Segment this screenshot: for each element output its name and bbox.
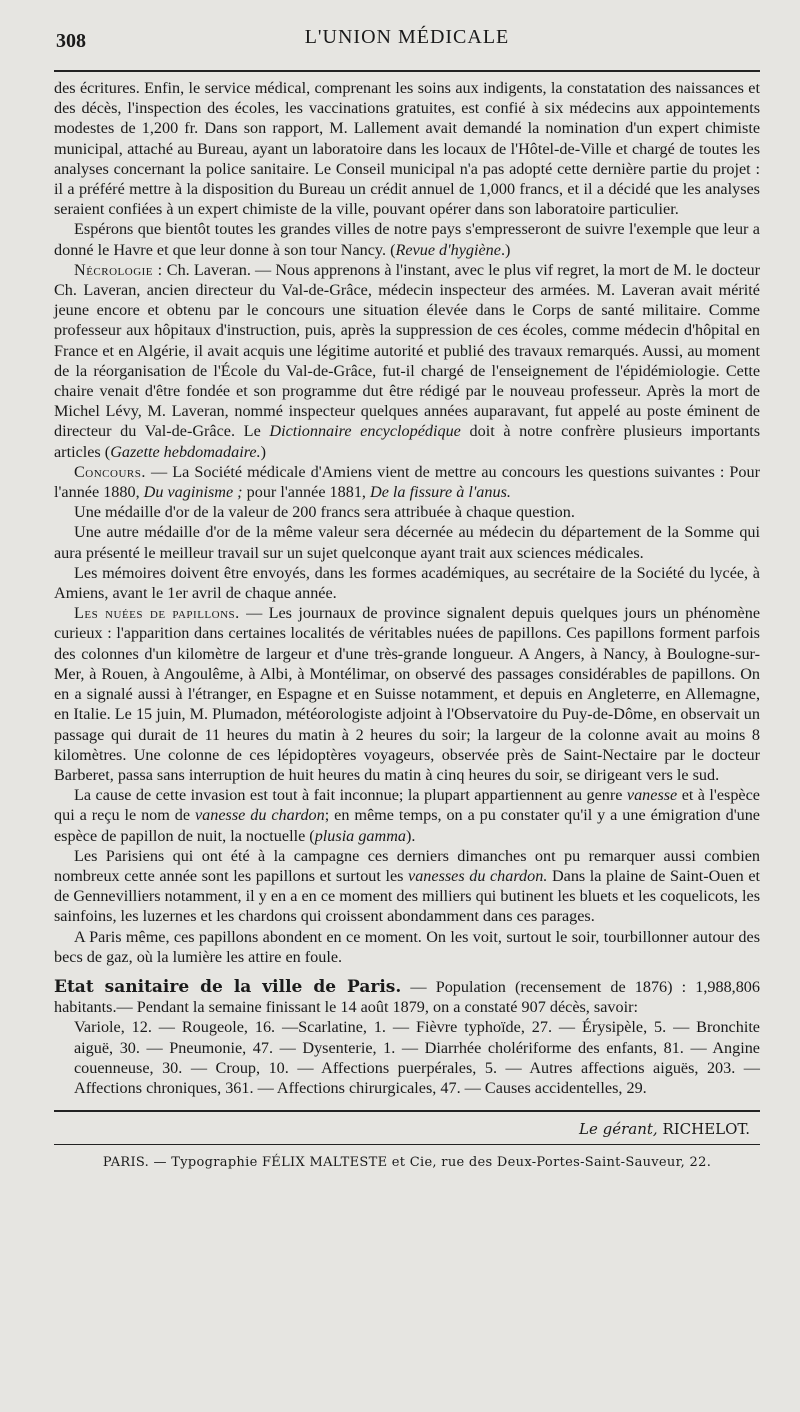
footer-rule (54, 1110, 760, 1112)
signature: Le gérant, RICHELOT. (579, 1120, 750, 1139)
paragraph-nancy: Espérons que bientôt toutes les grandes villes de notre pays s'empresseront de suivre l'exemple que leur a donné le Havre et que leur donne à son tour Nancy. (Revue d'hygiène.) (54, 220, 760, 259)
health-items: Variole, 12. — Rougeole, 16. —Scarlatine, 1. — Fièvre typhoïde, 27. — Érysipèle, 5. — Bronchite aiguë, 30. — Pneumonie, 47. — Dysenterie, 1. — Diarrhée cholériforme des enfants, 81. — Angine couenneuse, 30. — Croup, 10. — Affections puerpérales, 5. — Autres affections aiguës, 203. — Affections chroniques, 361. — Affections chirurgicales, 47. — Causes accidentelles, 29. (74, 1018, 760, 1097)
health-report (54, 977, 760, 1098)
running-title: L'UNION MÉDICALE (304, 26, 510, 48)
paragraph-continued: des écritures. Enfin, le service médical, comprenant les soins aux indigents, la constatation des naissances et des décès, l'inspection des écoles, les vaccinations gratuites, est confié à six médecins aux appointements modestes de 1,200 fr. Dans son rapport, M. Lallement avait demandé la nomination d'un expert chimiste municipal, attaché au Bureau, ayant un laboratoire dans les locaux de l'Hôtel-de-Ville et chargé de toutes les analyses concernant la police sanitaire. Le Conseil municipal n'a pas adopté cette dernière partie du projet : il a préféré mettre à la disposition du Bureau un crédit annuel de 1,000 francs, et il a décidé que les analyses seraient confiées à un expert chimiste de la ville, pouvant opérer dans son laboratoire particulier. (54, 79, 760, 219)
source-citation: Gazette hebdomadaire. (110, 442, 261, 461)
paragraph: Les Parisiens qui ont été à la campagne ces derniers dimanches ont pu remarquer aussi combien nombreux cette année sont les papillons et surtout les vanesses du chardon. Dans la plaine de Saint-Ouen et de Gennevilliers notamment, il y en a en ce moment des milliers qui butinent les bluets et les coquelicots, les sainfoins, les luzernes et les chardons qui croissent abondamment dans ces parages. (54, 846, 761, 926)
header-rule (54, 70, 760, 72)
section-papillons: Les nuées de papillons. — Les journaux de province signalent depuis quelques jours un phénomène curieux : l'apparition dans certaines localités de véritables nuées de papillons. Ces papillons forment parfois des colonnes d'un kilomètre de largeur et d'une très-grande longueur. A Angers, à Nancy, à Boulogne-sur-Mer, à Rouen, à Angoulême, à Albi, à Montélimar, on observé des passages considérables de papillons. On en a signalé aussi à l'étranger, en Espagne et en Suisse notamment, et depuis en Angleterre, en Allemagne, en Italie. Le 15 juin, M. Plumadon, météorologiste adjoint à l'Observatoire du Puy-de-Dôme, en observait un passage qui durait de 11 heures du matin à 2 heures du soir; la largeur de la colonne avait au moins 8 kilomètres. Une colonne de ces lépidoptères voyageurs, observée près de Saint-Nectaire par le docteur Barberet, passa sans interruption de huit heures du matin à cinq heures du soir, se dirigeant vers le sud. (54, 604, 761, 784)
section-heading: Concours. (74, 462, 146, 481)
paragraph: Une autre médaille d'or de la même valeur sera décernée au médecin du département de la Somme qui aura présenté le meilleur travail sur un sujet quelconque ayant trait aux sciences médicales. (54, 523, 760, 562)
section-heading: Les nuées de papillons. (74, 604, 240, 623)
article-body (54, 78, 760, 967)
paragraph: A Paris même, ces papillons abondent en ce moment. On les voit, surtout le soir, tourbillonner autour des becs de gaz, où la lumière les attire en foule. (54, 927, 760, 966)
source-citation: Revue d'hygiène (395, 240, 501, 259)
health-title: Etat sanitaire de la ville de Paris. (54, 976, 402, 997)
section-heading: Nécrologie : (74, 260, 163, 279)
paragraph: La cause de cette invasion est tout à fait inconnue; la plupart appartiennent au genre vanesse et à l'espèce qui a reçu le nom de vanesse du chardon; en même temps, on a pu constater qu'il y a une émigration d'une espèce de papillon de nuit, la noctuelle (plusia gamma). (54, 786, 760, 845)
printer-line: PARIS. — Typographie FÉLIX MALTESTE et Cie, rue des Deux-Portes-Saint-Sauveur, 22. (102, 1155, 712, 1171)
page-number: 308 (56, 30, 86, 52)
page-header (54, 20, 760, 60)
paragraph: Une médaille d'or de la valeur de 200 francs sera attribuée à chaque question. (74, 503, 575, 522)
section-necrologie: Nécrologie : Ch. Laveran. — Nous apprenons à l'instant, avec le plus vif regret, la mort de M. le docteur Ch. Laveran, ancien directeur du Val-de-Grâce, médecin inspecteur des armées. M. Laveran avait mérité jeune encore et obtenu par le concours une situation élevée dans le Corps de santé militaire. Comme professeur aux hôpitaux d'instruction, puis, après la suppression de ces écoles, comme médecin d'hôpital en France et en Algérie, il avait acquis une légitime autorité et publié des travaux remarqués. Aussi, au moment de la réorganisation de l'École du Val-de-Grâce, fut-il chargé de l'enseignement de l'épidémiologie. Cette chaire venait d'être fondée et son programme dut être rédigé par le nouveau professeur. Après la mort de Michel Lévy, M. Laveran, nommé inspecteur quelques années auparavant, fut appelé au poste éminent de directeur du Val-de-Grâce. Le Dictionnaire encyclopédique doit à notre confrère plusieurs importants articles (Gazette hebdomadaire.) (54, 260, 760, 461)
section-concours: Concours. — La Société médicale d'Amiens vient de mettre au concours les questions suivantes : Pour l'année 1880, Du vaginisme ; pour l'année 1881, De la fissure à l'anus. (54, 462, 760, 502)
health-intro: Etat sanitaire de la ville de Paris. — Population (recensement de 1876) : 1,988,806 habitants.— Pendant la semaine finissant le 14 août 1879, on a constaté 907 décès, savoir: (54, 976, 760, 1017)
footer-rule (54, 1144, 760, 1145)
paragraph: Les mémoires doivent être envoyés, dans les formes académiques, au secrétaire de la Société du lycée, à Amiens, avant le 1er avril de chaque année. (54, 563, 760, 603)
